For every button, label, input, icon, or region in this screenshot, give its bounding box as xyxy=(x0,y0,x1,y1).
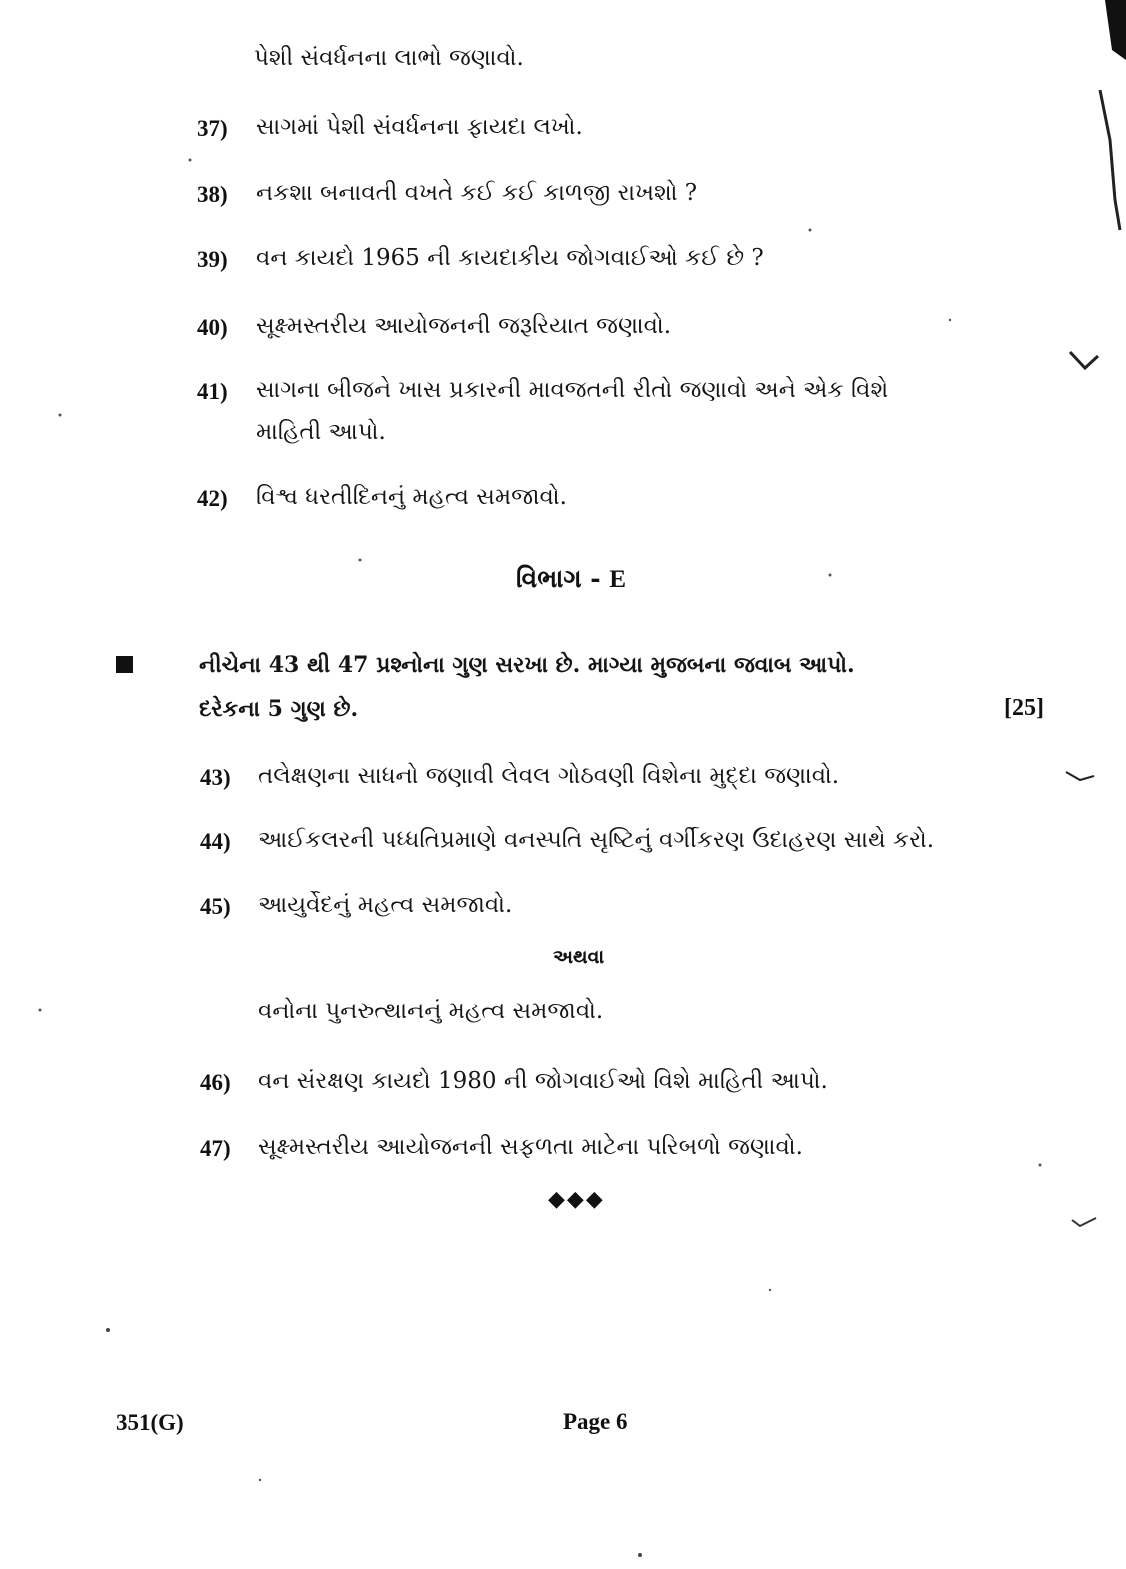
section-instruction-continued: દરેકના 5 ગુણ છે. xyxy=(199,696,359,722)
continuation-line: પેશી સંવર્ધનના લાભો જણાવો. xyxy=(254,45,524,71)
question-number: 42) xyxy=(197,486,228,511)
question-text: તલેક્ષણના સાધનો જણાવી લેવલ ગોઠવણી વિશેના મુદ્દા જણાવો. xyxy=(258,763,840,789)
question-number: 44) xyxy=(200,829,231,854)
question-text: સાગમાં પેશી સંવર્ધનના ફાયદા લખો. xyxy=(256,114,583,140)
question-text: આઈકલરની પધ્ધતિપ્રમાણે વનસ્પતિ સૃષ્ટિનું વર્ગીકરણ ઉદાહરણ સાથે કરો. xyxy=(258,827,935,853)
question-number: 47) xyxy=(200,1136,231,1161)
question-number: 46) xyxy=(200,1070,231,1095)
or-separator: અથવા xyxy=(553,946,605,968)
section-heading-prefix: વિભાગ - xyxy=(516,564,601,593)
question-text: સાગના બીજને ખાસ પ્રકારની માવજતની રીતો જણાવો અને એક વિશે xyxy=(256,377,889,403)
question-text: આયુર્વેદનું મહત્વ સમજાવો. xyxy=(258,892,513,918)
question-text: નકશા બનાવતી વખતે કઈ કઈ કાળજી રાખશો ? xyxy=(256,180,698,206)
question-number: 40) xyxy=(197,315,228,340)
question-text: વન કાયદો 1965 ની કાયદાકીય જોગવાઈઓ કઈ છે ? xyxy=(256,245,764,271)
question-number: 43) xyxy=(200,765,231,790)
end-mark: ◆◆◆ xyxy=(548,1187,605,1212)
question-number: 38) xyxy=(197,182,228,207)
alternative-question-text: વનોના પુનરુત્થાનનું મહત્વ સમજાવો. xyxy=(258,998,604,1024)
page-number: Page 6 xyxy=(563,1409,628,1434)
question-number: 39) xyxy=(197,247,228,272)
section-heading-letter: E xyxy=(609,566,627,593)
section-instruction: નીચેના 43 થી 47 પ્રશ્નોના ગુણ સરખા છે. માગ્યા મુજબના જવાબ આપો. xyxy=(199,652,855,678)
question-text-continued: માહિતી આપો. xyxy=(256,419,386,445)
question-text: વન સંરક્ષણ કાયદો 1980 ની જોગવાઈઓ વિશે માહિતી આપો. xyxy=(258,1068,828,1094)
question-number: 37) xyxy=(197,116,228,141)
question-number: 41) xyxy=(197,379,228,404)
question-text: સૂક્ષ્મસ્તરીય આયોજનની જરૂરિયાત જણાવો. xyxy=(256,313,672,339)
section-heading xyxy=(516,563,626,596)
paper-code: 351(G) xyxy=(116,1410,184,1435)
question-number: 45) xyxy=(200,894,231,919)
section-marks: [25] xyxy=(1004,695,1044,721)
question-text: સૂક્ષ્મસ્તરીય આયોજનની સફળતા માટેના પરિબળો જણાવો. xyxy=(258,1134,803,1160)
question-text: વિશ્વ ધરતીદિનનું મહત્વ સમજાવો. xyxy=(256,484,567,510)
bullet-square-icon xyxy=(116,656,133,673)
